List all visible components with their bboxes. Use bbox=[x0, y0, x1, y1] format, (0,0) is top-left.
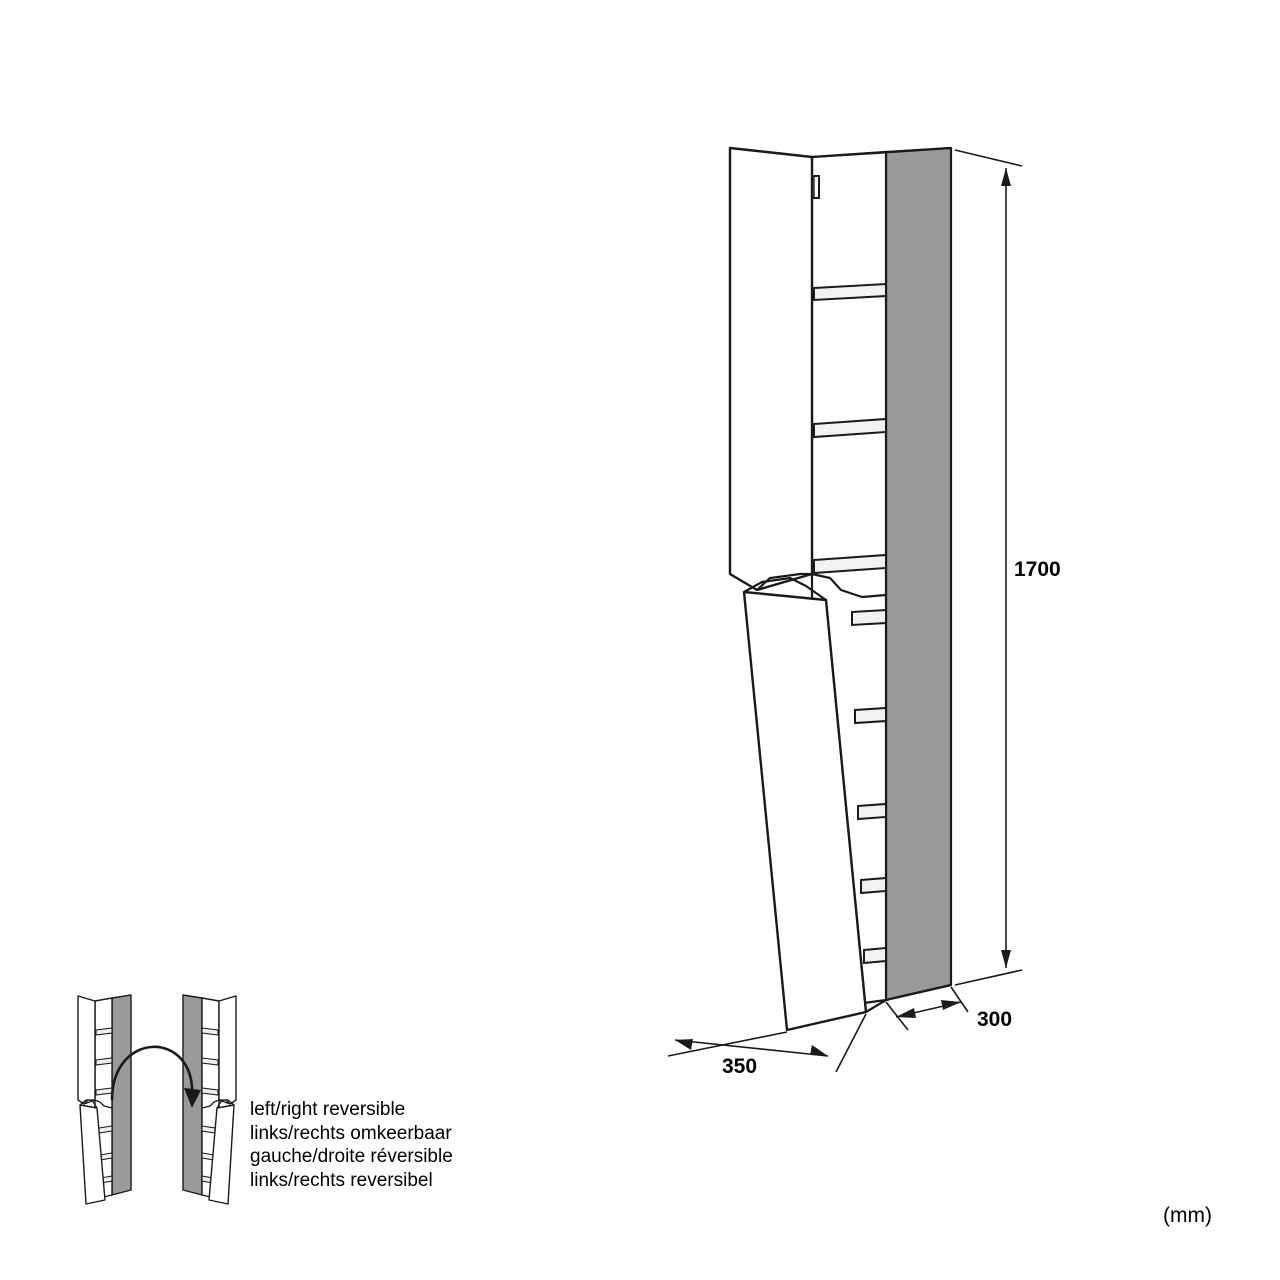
reversible-cabinet-left bbox=[78, 995, 131, 1204]
height-extension-bottom bbox=[955, 970, 1022, 985]
reversible-note-line-en: left/right reversible bbox=[250, 1099, 406, 1120]
arrow-head bbox=[941, 1000, 961, 1010]
depth-extension-right bbox=[951, 987, 968, 1012]
dimension-label-height: 1700 bbox=[1014, 558, 1061, 581]
shelf bbox=[858, 804, 886, 819]
cabinet-side-panel bbox=[886, 148, 951, 1000]
shelf bbox=[855, 708, 886, 723]
main-cabinet-illustration bbox=[730, 148, 951, 1030]
width-dimension-line bbox=[675, 1040, 828, 1056]
shelf bbox=[814, 284, 886, 300]
upper-door bbox=[78, 996, 95, 1104]
upper-door bbox=[730, 148, 812, 590]
arrow-head bbox=[896, 1008, 916, 1018]
arrow-head bbox=[810, 1045, 828, 1056]
shelf bbox=[852, 610, 886, 625]
height-extension-top bbox=[955, 150, 1022, 166]
reversible-diagram-icon bbox=[78, 995, 236, 1204]
dimension-label-width: 350 bbox=[722, 1055, 758, 1078]
arrow-head bbox=[1001, 950, 1011, 968]
width-extension-right bbox=[836, 1014, 866, 1072]
shelf bbox=[861, 878, 886, 893]
arrow-head bbox=[675, 1039, 693, 1050]
upper-door bbox=[219, 996, 236, 1104]
shelf bbox=[864, 948, 886, 963]
reversible-note-line-nl: links/rechts omkeerbaar bbox=[250, 1122, 452, 1144]
reversible-note-line-de: links/rechts reversibel bbox=[250, 1169, 433, 1191]
dimension-label-depth: 300 bbox=[977, 1008, 1013, 1031]
arrow-head bbox=[1001, 168, 1011, 186]
unit-note: (mm) bbox=[1163, 1204, 1212, 1227]
reversible-note-line-fr: gauche/droite réversible bbox=[250, 1146, 453, 1167]
cabinet-side-panel bbox=[112, 995, 131, 1195]
reversible-note bbox=[250, 1098, 453, 1192]
